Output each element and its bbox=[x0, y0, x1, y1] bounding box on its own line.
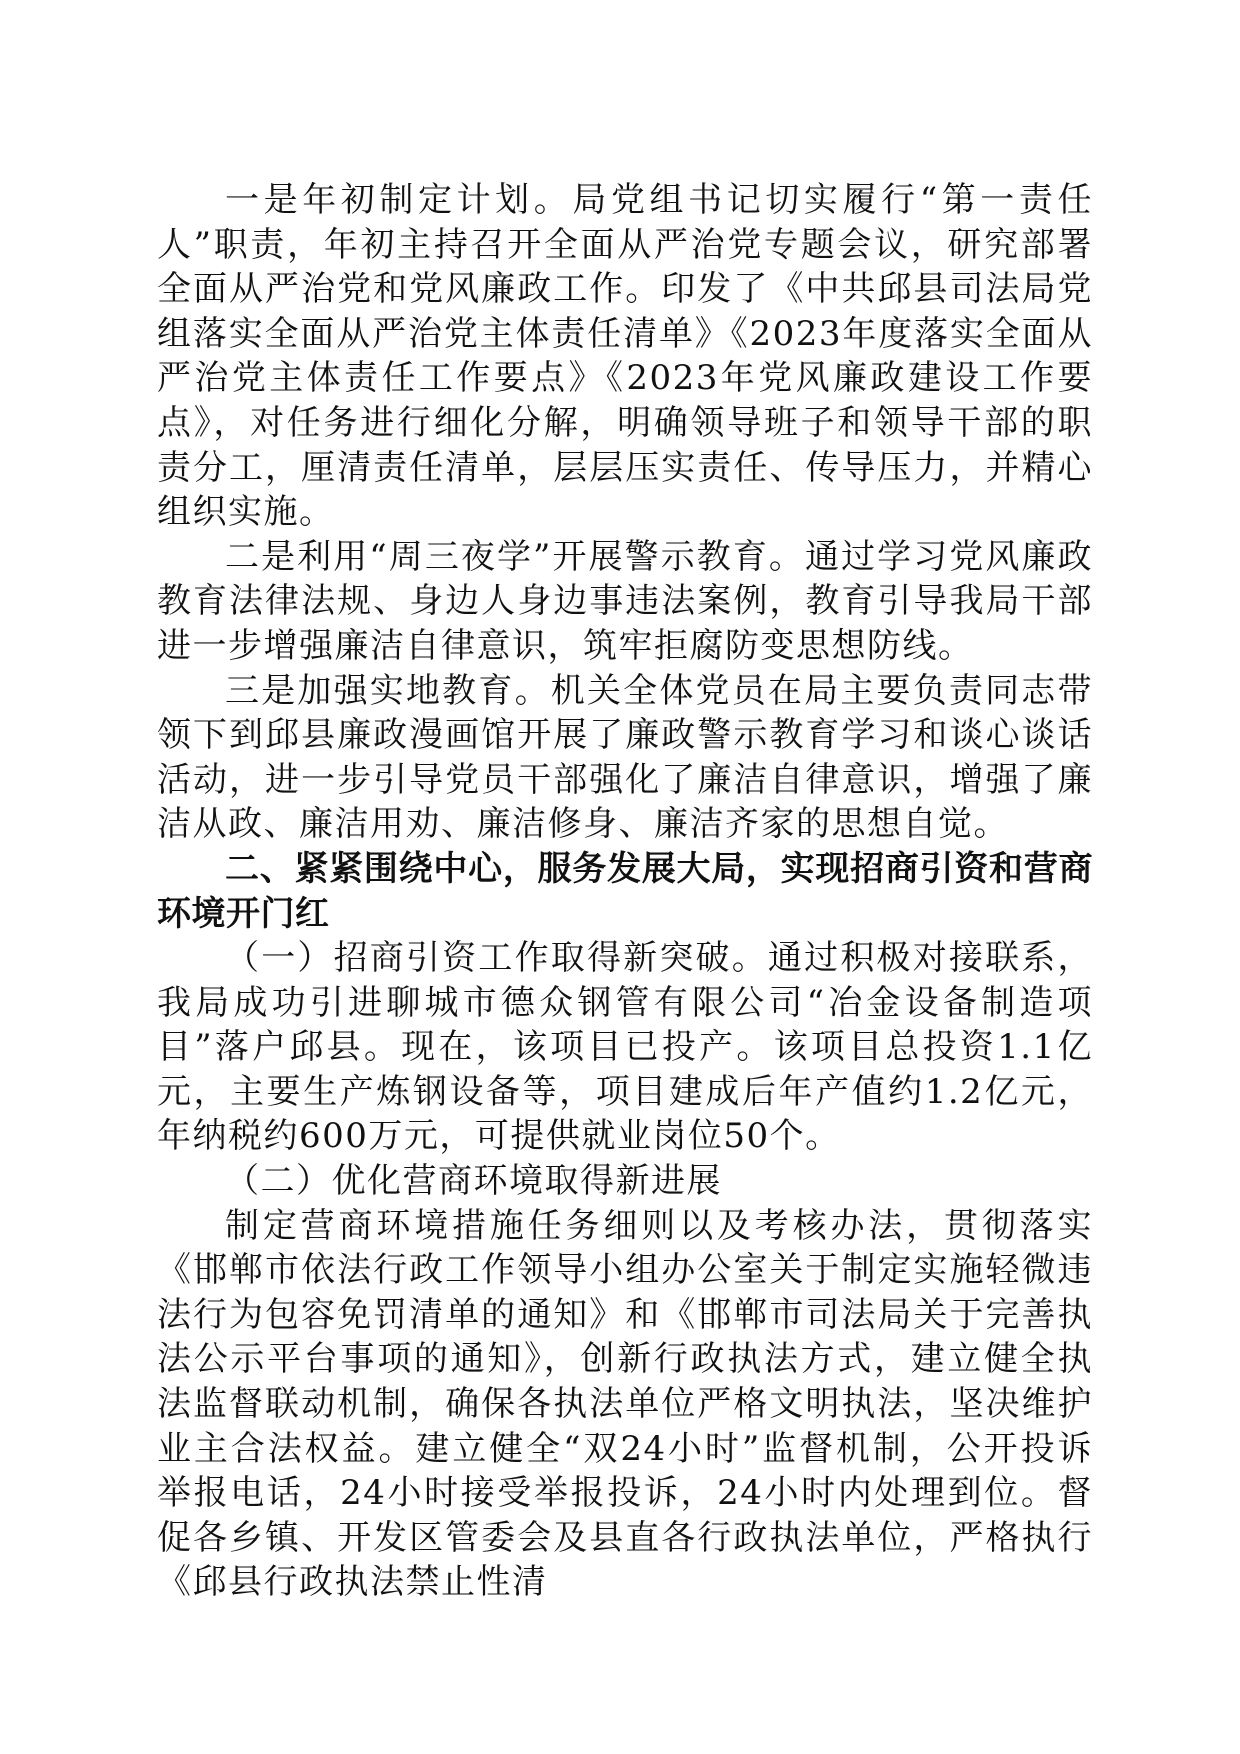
paragraph-investment-breakthrough: （一）招商引资工作取得新突破。通过积极对接联系，我局成功引进聊城市德众钢管有限公司“冶金设备制造项目”落户邱县。现在，该项目已投产。该项目总投资1.1亿元，主要生产炼钢设备等，项目建成后年产值约1.2亿元，年纳税约600万元，可提供就业岗位50个。 bbox=[157, 938, 1093, 1157]
paragraph-annual-plan: 一是年初制定计划。局党组书记切实履行“第一责任人”职责，年初主持召开全面从严治党专题会议，研究部署全面从严治党和党风廉政工作。印发了《中共邱县司法局党组落实全面从严治党主体责任清单》《2023年度落实全面从严治党主体责任工作要点》《2023年党风廉政建设工作要点》，对任务进行细化分解，明确领导班子和领导干部的职责分工，厘清责任清单，层层压实责任、传导压力，并精心组织实施。 bbox=[157, 180, 1093, 533]
paragraph-onsite-education: 三是加强实地教育。机关全体党员在局主要负责同志带领下到邱县廉政漫画馆开展了廉政警示教育学习和谈心谈话活动，进一步引导党员干部强化了廉洁自律意识，增强了廉洁从政、廉洁用劝、廉洁修身、廉洁齐家的思想自觉。 bbox=[157, 670, 1093, 845]
document-body bbox=[157, 178, 1093, 1605]
paragraph-warning-education: 二是利用“周三夜学”开展警示教育。通过学习党风廉政教育法律法规、身边人身边事违法案例，教育引导我局干部进一步增强廉洁自律意识，筑牢拒腐防变思想防线。 bbox=[157, 536, 1093, 666]
subheading-business-environment: （二）优化营商环境取得新进展 bbox=[225, 1161, 722, 1202]
section-heading-two: 二、紧紧围绕中心，服务发展大局，实现招商引资和营商环境开门红 bbox=[157, 848, 1093, 934]
paragraph-business-environment: 制定营商环境措施任务细则以及考核办法，贯彻落实《邯郸市依法行政工作领导小组办公室关于制定实施轻微违法行为包容免罚清单的通知》和《邯郸市司法局关于完善执法公示平台事项的通知》，创新行政执法方式，建立健全执法监督联动机制，确保各执法单位严格文明执法，坚决维护业主合法权益。建立健全“双24小时”监督机制，公开投诉举报电话，24小时接受举报投诉，24小时内处理到位。督促各乡镇、开发区管委会及县直各行政执法单位，严格执行《邱县行政执法禁止性清 bbox=[157, 1205, 1093, 1603]
